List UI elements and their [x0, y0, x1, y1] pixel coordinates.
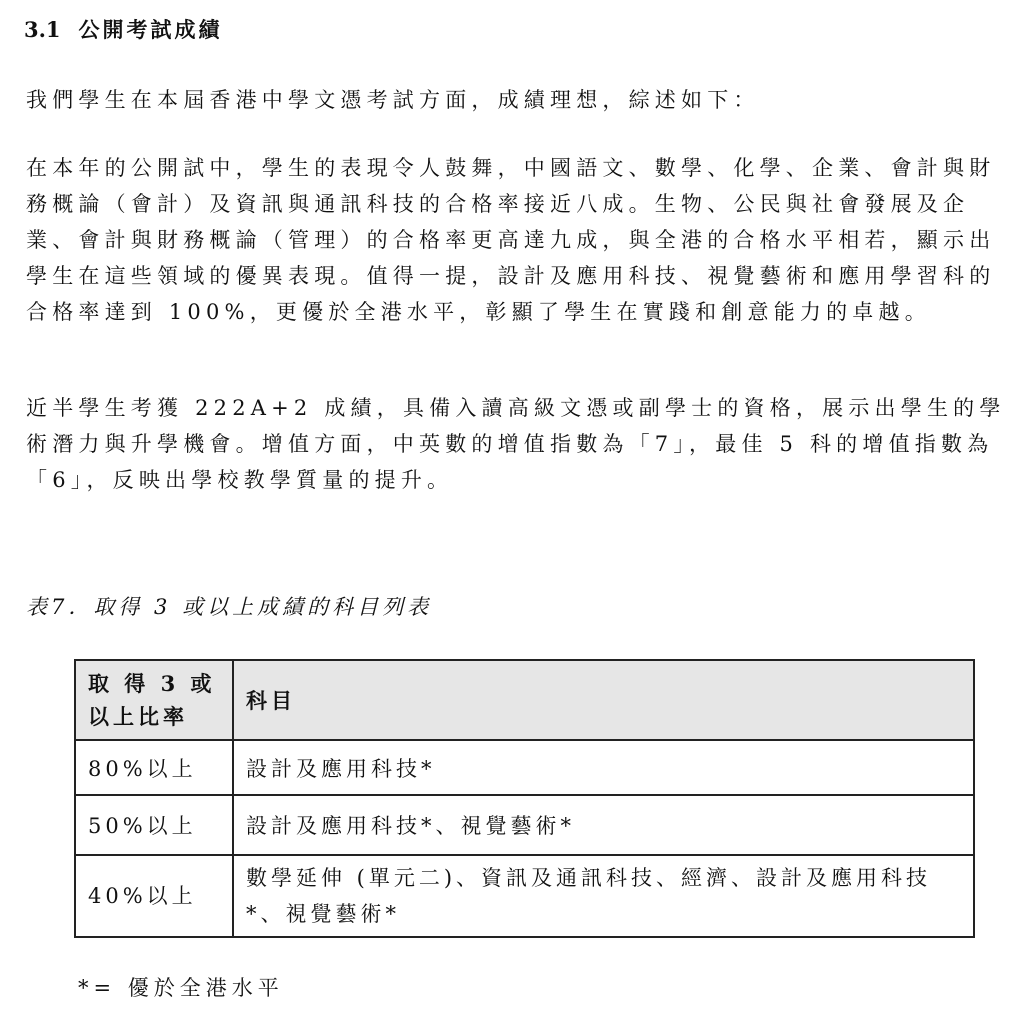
table-row [75, 795, 974, 855]
header-rate [75, 660, 233, 740]
section-title: 公開考試成績 [78, 17, 223, 42]
section-heading [24, 14, 223, 44]
table-caption: 表7．取得 3 或以上成績的科目列表 [26, 595, 433, 619]
row-rate: 50%以上 [75, 795, 233, 855]
table-row [75, 855, 974, 937]
subjects-table [74, 659, 975, 938]
table-header-row [75, 660, 974, 740]
header-rate-line2: 以上比率 [88, 704, 188, 729]
footnote: *= 優於全港水平 [78, 976, 284, 1000]
row-rate: 80%以上 [75, 740, 233, 795]
header-subjects: 科目 [233, 660, 974, 740]
row-subjects: 設計及應用科技*、視覺藝術* [233, 795, 974, 855]
table-row [75, 740, 974, 795]
pass-rate-paragraph: 在本年的公開試中，學生的表現令人鼓舞，中國語文、數學、化學、企業、會計與財務概論（會計）及資訊與通訊科技的合格率接近八成。生物、公民與社會發展及企業、會計與財務概論（管理）的合格率更高達九成，與全港的合格水平相若，顯示出學生在這些領域的優異表現。值得一提，設計及應用科技、視覺藝術和應用學習科的合格率達到 100%，更優於全港水平，彰顯了學生在實踐和創意能力的卓越。 [26, 156, 996, 324]
row-subjects: 數學延伸 (單元二)、資訊及通訊科技、經濟、設計及應用科技*、視覺藝術* [233, 855, 974, 937]
section-number: 3.1 [24, 17, 61, 42]
row-rate: 40%以上 [75, 855, 233, 937]
value-added-paragraph: 近半學生考獲 222A+2 成績，具備入讀高級文憑或副學士的資格，展示出學生的學術潛力與升學機會。增值方面，中英數的增值指數為「7」，最佳 5 科的增值指數為「6」，反映出學校教學質量的提升。 [26, 396, 1006, 492]
header-rate-line1: 取 得 3 或 [88, 671, 216, 696]
row-subjects: 設計及應用科技* [233, 740, 974, 795]
intro-paragraph: 我們學生在本屆香港中學文憑考試方面，成績理想，綜述如下： [26, 88, 760, 112]
